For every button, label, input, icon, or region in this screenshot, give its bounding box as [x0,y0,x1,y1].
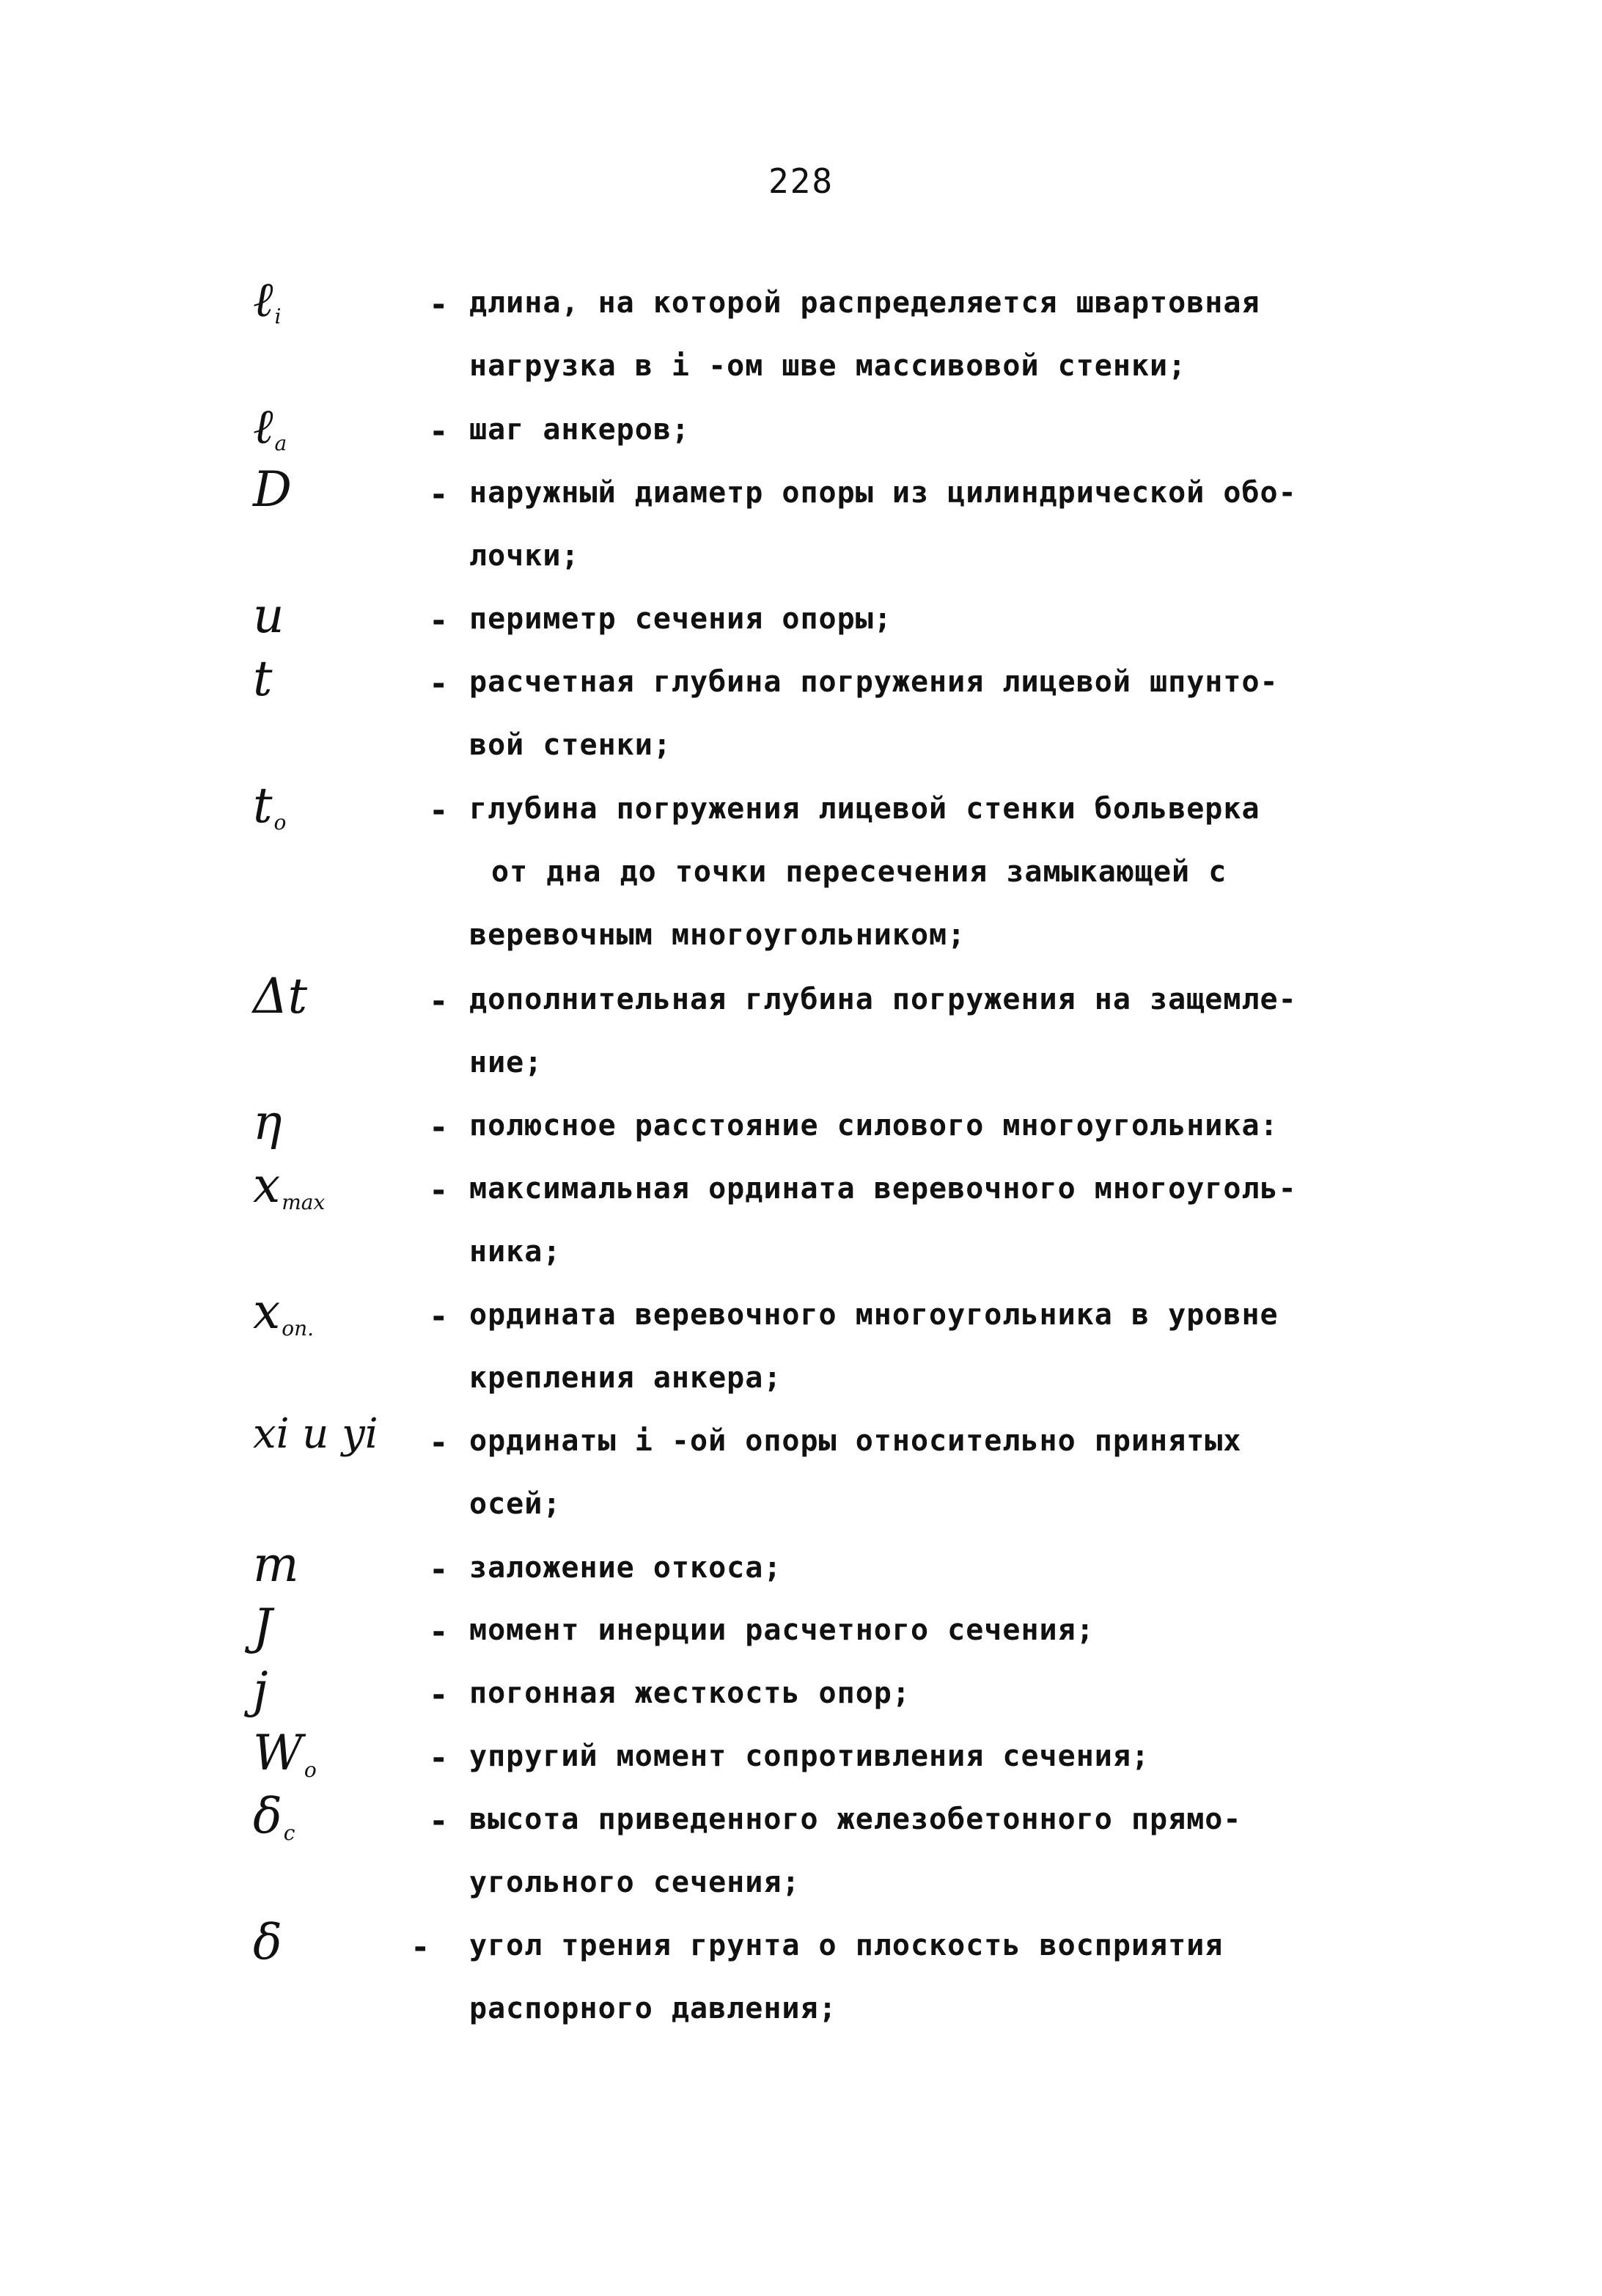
definition-line: периметр сечения опоры; [469,602,892,636]
symbol: j [253,1662,268,1718]
symbol: δ [253,1914,282,1970]
definition-line: наружный диаметр опоры из цилиндрической обо- [469,476,1297,510]
definition-text [469,1725,1371,1788]
symbol: ℓ$_i$ [253,271,282,329]
dash: - [429,1613,449,1651]
definition-line: вой стенки; [469,728,672,762]
definition-text [469,1536,1371,1599]
definition-text [469,1157,1371,1283]
symbol: Δt [253,968,308,1024]
definition-line: полюсное расстояние силового многоугольника: [469,1109,1279,1143]
definition-line: нагрузка в i -ом шве массивовой стенки; [469,349,1187,383]
definition-line: дополнительная глубина погружения на защемле- [469,983,1297,1016]
definition-text [469,1788,1371,1914]
symbol: ℓ$_a$ [253,398,287,455]
dash: - [429,792,449,829]
dash: - [429,1298,449,1335]
definition-line: ника; [469,1235,562,1269]
definition-text [469,1094,1371,1157]
definition-line: осей; [469,1487,562,1521]
definition-line: угол трения грунта о плоскость восприятия [469,1929,1224,1962]
definition-line: высота приведенного железобетонного прямо- [469,1802,1242,1836]
definition-text [469,461,1371,587]
definition-line: от дна до точки пересечения замыкающей с [491,855,1227,889]
definition-text [469,777,1371,967]
dash: - [429,602,449,639]
symbol: t [253,650,273,707]
definition-line: глубина погружения лицевой стенки больверка [469,792,1260,826]
definition-line: веревочным многоугольником; [469,918,966,952]
page-number: 228 [768,161,834,201]
definition-line: ордината веревочного многоугольника в уровне [469,1298,1279,1332]
dash: - [429,476,449,513]
dash: - [429,1172,449,1209]
dash: - [429,1109,449,1146]
dash: - [429,1802,449,1840]
definition-line: погонная жесткость опор; [469,1676,911,1710]
symbol: u [253,587,284,644]
dash: - [429,1424,449,1461]
definition-text [469,271,1371,397]
symbol: $t_o$ [253,777,287,835]
definition-text [469,1914,1371,2040]
symbol: xi и yi [253,1410,378,1458]
definition-line: длина, на которой распределяется швартовная [469,286,1260,320]
dash: - [429,1676,449,1714]
symbol: m [253,1536,299,1593]
definition-line: угольного сечения; [469,1866,801,1899]
dash: - [429,983,449,1020]
dash: - [411,1929,430,1966]
symbol: η [253,1094,282,1151]
definition-line: ординаты i -ой опоры относительно принятых [469,1424,1242,1458]
definition-line: заложение откоса; [469,1551,782,1585]
definition-text [469,1283,1371,1409]
definition-line: распорного давления; [469,1992,837,2025]
dash: - [429,1551,449,1588]
definition-text [469,398,1371,461]
definition-line: лочки; [469,539,580,573]
dash: - [429,1739,449,1777]
definition-text [469,650,1371,777]
definition-line: шаг анкеров; [469,413,690,447]
symbol: D [253,461,292,518]
symbol: $W_o$ [253,1725,317,1782]
symbol: $x_{оп.}$ [253,1283,315,1340]
definition-line: крепления анкера; [469,1361,782,1395]
definition-text [469,968,1371,1094]
definition-text [469,1409,1371,1536]
definition-line: упругий момент сопротивления сечения; [469,1739,1150,1773]
definition-text [469,1599,1371,1662]
dash: - [429,665,449,703]
dash: - [429,286,449,323]
symbol: $x_{max}$ [253,1157,326,1214]
definition-line: максимальная ордината веревочного многоуголь- [469,1172,1297,1206]
definition-line: момент инерции расчетного сечения; [469,1613,1095,1647]
definition-text [469,1662,1371,1725]
dash: - [429,413,449,450]
symbol: $\delta_c$ [253,1788,295,1845]
symbol: J [253,1599,273,1655]
definition-line: ние; [469,1046,543,1079]
definition-text [469,587,1371,650]
definition-line: расчетная глубина погружения лицевой шпунто- [469,665,1279,699]
